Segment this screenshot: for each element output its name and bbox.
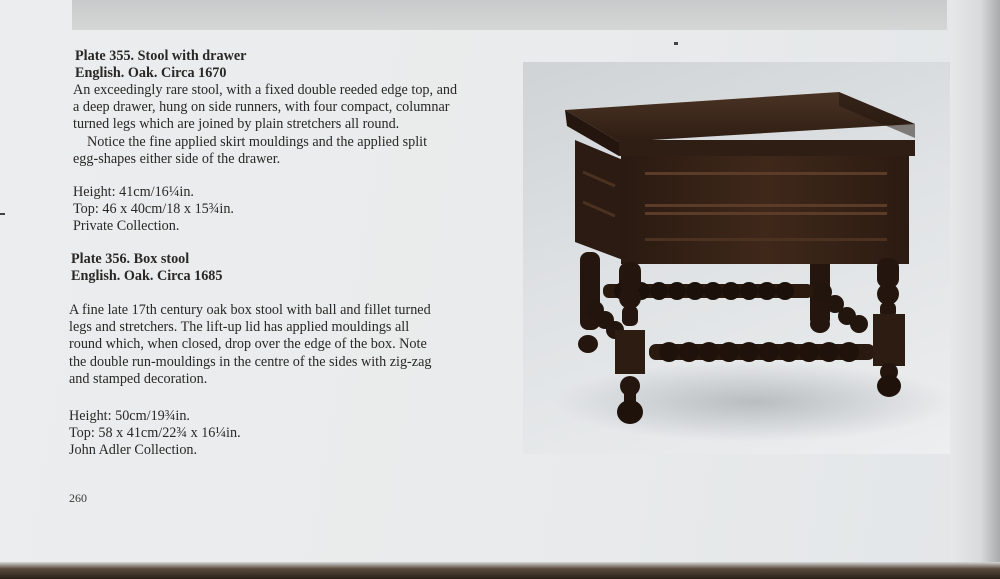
ink-speck (0, 213, 5, 215)
plate-355-collection: Private Collection. (73, 218, 180, 235)
plate-355-subtitle: English. Oak. Circa 1670 (75, 65, 227, 82)
plate-356-body (69, 302, 431, 460)
body-line: round which, when closed, drop over the edge of the box. Note (69, 336, 427, 353)
plate-355-caption (75, 48, 246, 82)
body-line: and stamped decoration. (69, 370, 208, 387)
plate-356-collection: John Adler Collection. (69, 442, 198, 459)
ink-speck (674, 42, 678, 45)
page-number: 260 (69, 491, 87, 505)
plate-356-caption (71, 251, 223, 285)
book-binding-gutter (950, 0, 1000, 566)
body-line: An exceedingly rare stool, with a fixed double reeded edge top, and (73, 82, 458, 98)
table-edge (0, 562, 1000, 579)
previous-photo-edge (72, 0, 947, 30)
body-line: Notice the fine applied skirt mouldings and the applied split (87, 133, 428, 150)
plate-356-top: Top: 58 x 41cm/22¾ x 16¼in. (69, 425, 241, 442)
plate-356-height: Height: 50cm/19¾in. (69, 408, 190, 425)
body-line: turned legs which are joined by plain stretchers all round. (73, 116, 400, 133)
body-line: legs and stretchers. The lift-up lid has applied mouldings all (69, 319, 410, 336)
body-line: A fine late 17th century oak box stool with ball and fillet turned (69, 302, 431, 318)
stool-photograph (523, 62, 951, 454)
plate-356-title: Plate 356. Box stool (71, 251, 190, 267)
plate-356-subtitle: English. Oak. Circa 1685 (71, 268, 223, 285)
box-stool-illustration (523, 62, 951, 454)
body-line: a deep drawer, hung on side runners, with four compact, columnar (73, 99, 450, 116)
plate-355-title: Plate 355. Stool with drawer (75, 48, 247, 64)
plate-355-top: Top: 46 x 40cm/18 x 15¾in. (73, 201, 234, 218)
plate-355-height: Height: 41cm/16¼in. (73, 184, 194, 201)
body-line: the double run-mouldings in the centre of the sides with zig-zag (69, 353, 432, 370)
body-line: egg-shapes either side of the drawer. (73, 150, 281, 167)
plate-355-body (73, 82, 457, 236)
